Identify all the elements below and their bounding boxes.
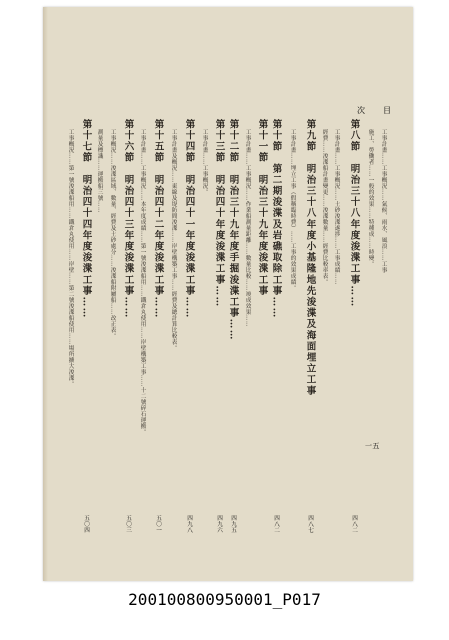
toc-line bbox=[367, 129, 373, 267]
toc-page-number: 四八二 bbox=[273, 515, 279, 533]
toc-line bbox=[257, 119, 267, 297]
toc-page-number: 四九八 bbox=[186, 515, 192, 533]
toc-page-number: 四八七 bbox=[307, 515, 313, 533]
toc-line bbox=[244, 129, 250, 327]
toc-line bbox=[271, 119, 281, 319]
toc-line bbox=[153, 119, 163, 319]
toc-line-text: 工事計畫……工事概況……本年度成績……第一號浚渫船用……鐵倉丸使用……岸壁構築工事……十二號碎石運搬。 bbox=[139, 129, 146, 435]
toc-page-number: 五〇三 bbox=[125, 515, 131, 533]
toc-line-text: 第十一節 明治三十九年度浚渫工事 bbox=[256, 119, 268, 297]
toc-line bbox=[380, 129, 386, 273]
toc-line bbox=[305, 119, 315, 397]
toc-page-number: 四九六 bbox=[216, 515, 222, 533]
toc-line bbox=[123, 119, 133, 319]
toc-line-text: 工事計畫及概況……東線及堤防間浚渫……岸壁構築工事……經費及總計算比較表。 bbox=[170, 129, 177, 351]
toc-line-text: 工事概況……第一號浚渫船用……鐵倉丸使用……岸壁……第二號浚渫船使用……場所擴大浚渫。 bbox=[67, 129, 74, 387]
toc-line bbox=[333, 129, 339, 285]
toc-page-number: 四九五 bbox=[230, 515, 236, 533]
toc-line-text: 第十二節 明治三十九年度手掘浚渫工事…… bbox=[227, 119, 239, 341]
toc-line bbox=[321, 129, 327, 285]
toc-line-text: 工事計畫……埋立工事（假稱臨時費）……工事的效果成績。 bbox=[289, 129, 296, 291]
toc-line-text: 工事計畫……工事概況。 bbox=[201, 129, 208, 195]
toc-line-text: 工事計畫……工事概況……土砂浚渫遂捗……工事成績…… bbox=[333, 129, 340, 285]
toc-line-text: 第九節 明治三十八年度小基隆地先浚渫及海面埋立工事 bbox=[304, 119, 316, 397]
toc-line-text: 工事計畫……工事概況……氣候、雨水、風浪……工事 bbox=[380, 129, 387, 273]
toc-line-text: 工事概況……浚渫區域、數量、經費及土砂處分……浚渫船附屬船……改正表。 bbox=[109, 129, 116, 339]
toc-line bbox=[109, 129, 115, 339]
toc-line-text: 第十節 第二期浚渫及岩礁取除工事…… bbox=[270, 119, 282, 319]
page-folio: 一五 bbox=[365, 442, 380, 450]
toc-line-text: 工事計畫……工事概況……作業船測量距離……數量比較……竣成效果…… bbox=[244, 129, 251, 327]
toc-line-text: 第十七節 明治四十四年度浚渫工事…… bbox=[80, 119, 92, 319]
toc-line bbox=[228, 119, 238, 341]
toc-line bbox=[289, 129, 295, 291]
toc-page-number: 五〇一 bbox=[155, 515, 161, 533]
toc-line-text: 經費……浚渫船計畫變更……浚渫數量……經費比較率表。 bbox=[321, 129, 328, 285]
toc-line-text: 第十三節 明治四十年度浚渫工事…… bbox=[213, 119, 225, 308]
toc-line bbox=[170, 129, 176, 351]
toc-heading-mu: 目 bbox=[383, 106, 393, 115]
toc-line bbox=[201, 129, 207, 195]
toc-line-text: 第十六節 明治四十三年度浚渫工事…… bbox=[122, 119, 134, 319]
toc-page-number: 五〇四 bbox=[83, 515, 89, 533]
toc-line-text: 第十五節 明治四十二年度浚渫工事…… bbox=[152, 119, 164, 319]
toc-line-text: 第十四節 明治四十一年度浚渫工事…… bbox=[183, 119, 195, 319]
page-spine-shadow bbox=[43, 7, 48, 581]
toc-line bbox=[184, 119, 194, 319]
toc-heading-ci: 次 bbox=[357, 106, 367, 115]
document-page bbox=[43, 7, 413, 581]
toc-line bbox=[96, 129, 102, 213]
toc-line bbox=[349, 119, 359, 308]
image-caption: 200100800950001_P017 bbox=[128, 590, 321, 609]
toc-line-text: 第八節 明治三十八年度浚渫工事…… bbox=[348, 119, 360, 308]
toc-page-number: 四八二 bbox=[351, 515, 357, 533]
toc-line bbox=[139, 129, 145, 435]
toc-line bbox=[67, 129, 73, 387]
toc-line-text: 施工、勞働者……一般的效果……特種成……時變。 bbox=[367, 129, 374, 267]
toc-line bbox=[81, 119, 91, 319]
toc-line bbox=[214, 119, 224, 308]
toc-line-text: 測量及標識……運搬船三號…… bbox=[96, 129, 103, 213]
